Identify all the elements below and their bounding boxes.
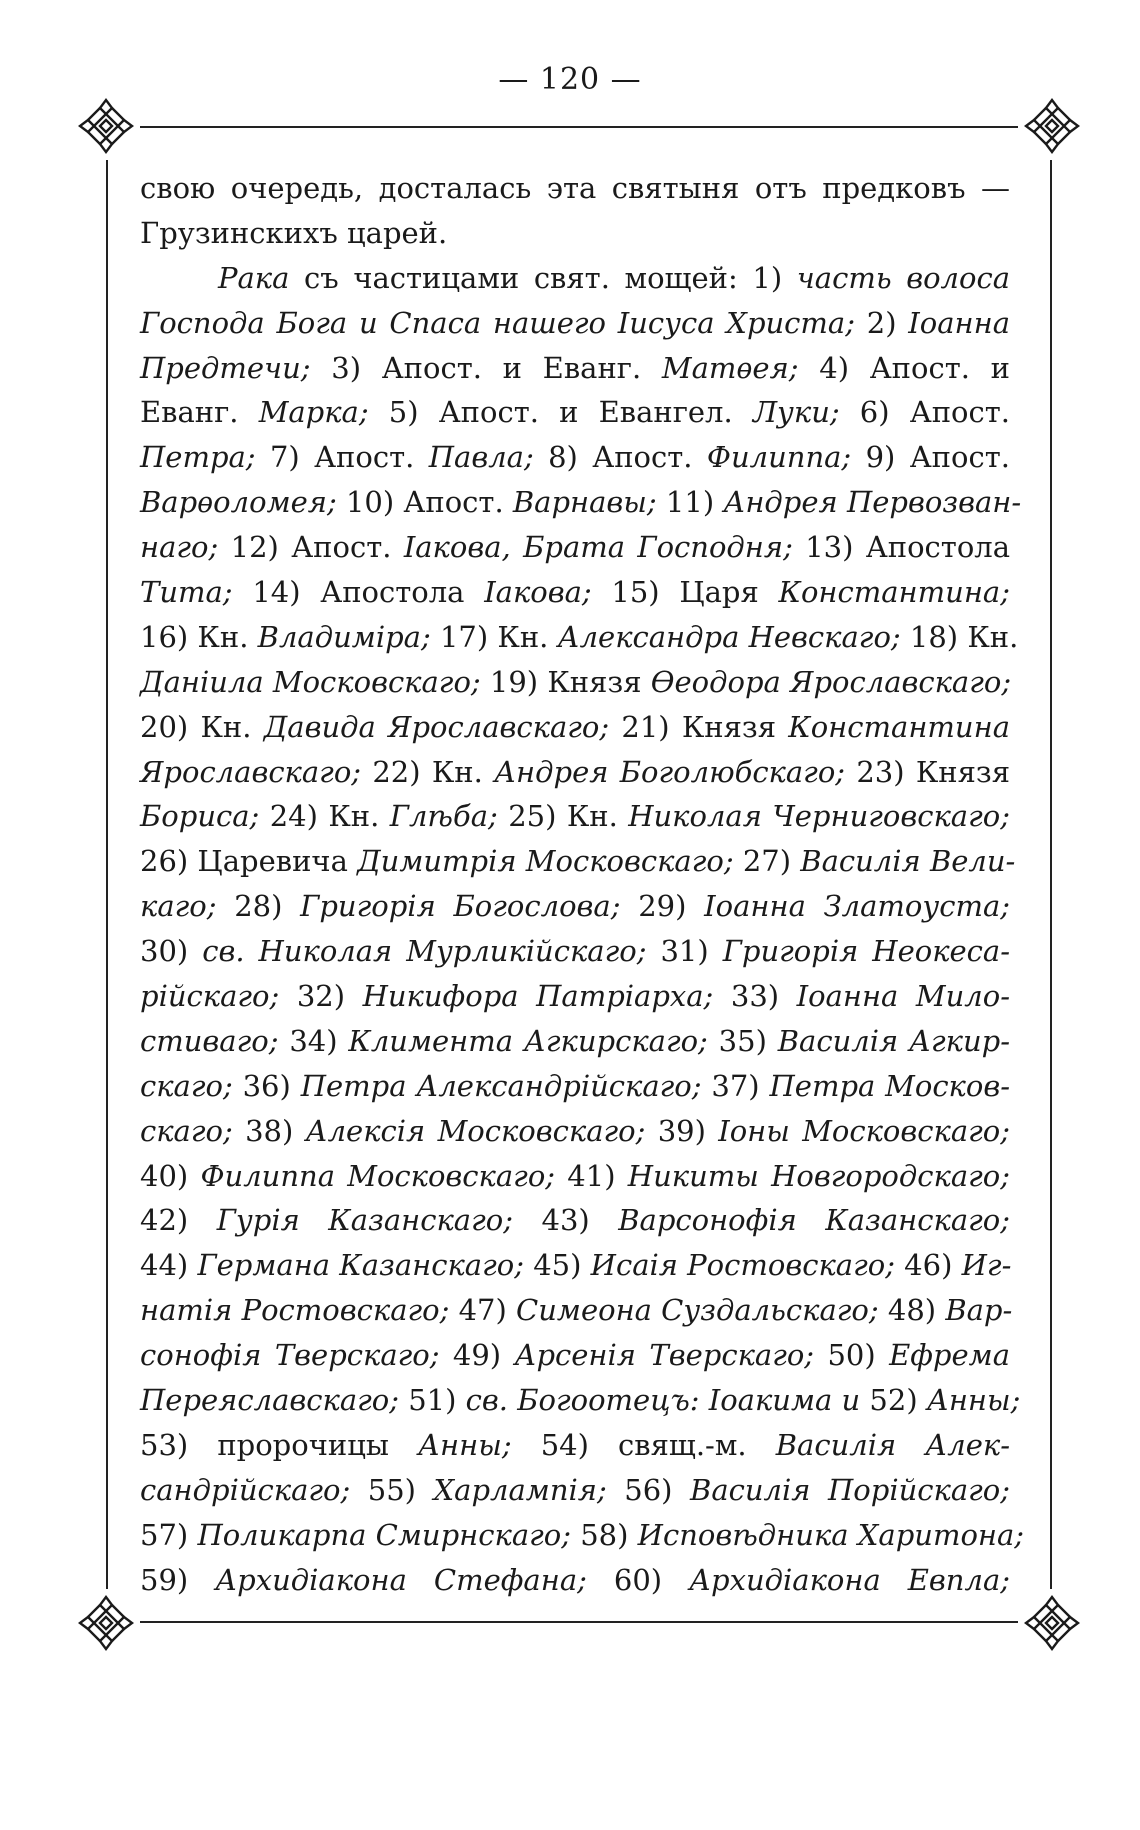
italic-text-segment: св. Богоотецъ: Іоакима и <box>465 1383 861 1418</box>
text-segment: 54) свящ.-м. <box>511 1427 776 1462</box>
italic-text-segment: св. Николая Мурликійскаго; <box>202 934 647 969</box>
text-segment: 6) Апост. <box>839 395 1010 430</box>
text-line <box>140 1288 1013 1333</box>
text-segment: съ частицами свят. мощей: 1) <box>289 260 797 295</box>
text-line <box>140 525 1010 570</box>
text-segment: 39) <box>645 1113 719 1148</box>
italic-text-segment: Харлампія; <box>433 1472 607 1507</box>
text-segment: 24) Кн. <box>259 799 390 834</box>
text-segment: 41) <box>555 1158 628 1193</box>
text-segment: 2) <box>854 305 909 340</box>
knot-ornament-icon <box>1020 94 1084 158</box>
text-line <box>140 166 1010 211</box>
text-segment: 50) <box>814 1338 890 1373</box>
text-segment: 25) Кн. <box>497 799 629 834</box>
italic-text-segment: Предтечи; <box>140 350 311 385</box>
text-segment: 27) <box>733 844 801 879</box>
text-segment: 14) Апостола <box>232 575 485 610</box>
italic-text-segment: Архидіакона Стефана; <box>215 1562 587 1597</box>
text-line <box>140 301 1010 346</box>
text-line <box>140 390 1010 435</box>
italic-text-segment: Константина; <box>778 575 1010 610</box>
italic-text-segment: Симеона Суздальскаго; <box>516 1293 879 1328</box>
text-segment: 22) Кн. <box>361 754 495 789</box>
italic-text-segment: Анны; <box>418 1427 512 1462</box>
text-line <box>140 1378 1021 1423</box>
italic-text-segment: Филиппа Московскаго; <box>200 1158 556 1193</box>
italic-text-segment: Петра Москов- <box>769 1068 1011 1103</box>
italic-text-segment: Василія Вели- <box>800 844 1016 879</box>
italic-text-segment: сандрійскаго; <box>140 1472 351 1507</box>
italic-text-segment: Бориса; <box>140 799 260 834</box>
italic-text-segment: Григорія Неокеса- <box>722 934 1011 969</box>
italic-text-segment: Петра; <box>140 440 256 475</box>
text-segment: 34) <box>278 1023 349 1058</box>
text-segment: 12) Апост. <box>218 530 404 565</box>
text-segment: 36) <box>232 1068 301 1103</box>
text-segment: 53) пророчицы <box>140 1427 419 1462</box>
text-segment: 11) <box>656 485 724 520</box>
text-segment: 57) <box>140 1517 198 1552</box>
italic-text-segment: скаго; <box>140 1068 233 1103</box>
text-segment: 33) <box>713 979 797 1014</box>
text-line <box>140 1019 1010 1064</box>
text-line <box>140 1154 1010 1199</box>
text-segment: 43) <box>512 1203 619 1238</box>
italic-text-segment: Алексія Московскаго; <box>305 1113 646 1148</box>
italic-text-segment: Григорія Богослова; <box>300 889 621 924</box>
text-segment: 56) <box>606 1472 691 1507</box>
italic-text-segment: Димитрія Московскаго; <box>357 844 734 879</box>
text-segment: 8) Апост. <box>533 440 707 475</box>
text-line <box>140 794 1010 839</box>
text-segment: 48) <box>878 1293 946 1328</box>
italic-text-segment: Рака <box>218 260 290 295</box>
text-segment: 10) Апост. <box>336 485 513 520</box>
text-line <box>140 1423 1010 1468</box>
italic-text-segment: каго; <box>140 889 217 924</box>
italic-text-segment: Іоанна <box>908 305 1010 340</box>
text-segment: 35) <box>707 1023 778 1058</box>
italic-text-segment: рійскаго; <box>140 979 280 1014</box>
text-line <box>140 211 1010 256</box>
text-segment: Еванг. <box>140 395 259 430</box>
text-segment: 45) <box>524 1248 591 1283</box>
text-line <box>140 346 1010 391</box>
italic-text-segment: Іоанна Златоуста; <box>704 889 1011 924</box>
italic-text-segment: Николая Черниговскаго; <box>628 799 1010 834</box>
italic-text-segment: Павла; <box>428 440 534 475</box>
italic-text-segment: скаго; <box>140 1113 233 1148</box>
text-segment: 19) Князя <box>480 664 651 699</box>
text-segment: 37) <box>701 1068 770 1103</box>
italic-text-segment: Ярославскаго; <box>140 754 362 789</box>
text-segment: свою очередь, досталась эта святыня отъ предковъ — <box>140 171 1010 205</box>
italic-text-segment: Андрея Первозван- <box>723 485 1022 520</box>
text-segment: 58) <box>571 1517 638 1552</box>
italic-text-segment: Тита; <box>140 575 233 610</box>
italic-text-segment: Владиміра; <box>257 619 431 654</box>
text-line <box>140 705 1010 750</box>
text-line <box>140 480 1022 525</box>
text-segment: 38) <box>232 1113 306 1148</box>
italic-text-segment: Ѳеодора Ярославскаго; <box>650 664 1012 699</box>
italic-text-segment: наго; <box>140 530 219 565</box>
text-line <box>140 1243 1010 1288</box>
text-segment: 9) Апост. <box>851 440 1010 475</box>
text-line <box>140 1333 1010 1378</box>
frame-rule-bottom <box>140 1621 1018 1623</box>
text-segment: 59) <box>140 1562 216 1597</box>
knot-ornament-icon <box>74 94 138 158</box>
italic-text-segment: Давида Ярославскаго; <box>263 709 610 744</box>
text-line <box>140 1064 1010 1109</box>
text-line <box>140 1468 1010 1513</box>
italic-text-segment: Марка; <box>258 395 369 430</box>
text-segment: 31) <box>646 934 723 969</box>
text-segment: 60) <box>586 1562 690 1597</box>
italic-text-segment: Андрея Боголюбскаго; <box>494 754 846 789</box>
italic-text-segment: Климента Агкирскаго; <box>348 1023 708 1058</box>
italic-text-segment: Глѣба; <box>389 799 498 834</box>
text-line <box>140 1198 1010 1243</box>
italic-text-segment: Филиппа; <box>706 440 852 475</box>
italic-text-segment: Іоанна Мило- <box>796 979 1010 1014</box>
italic-text-segment: стиваго; <box>140 1023 279 1058</box>
italic-text-segment: натія Ростовскаго; <box>140 1293 450 1328</box>
italic-text-segment: Исаія Ростовскаго; <box>590 1248 895 1283</box>
italic-text-segment: Іакова; <box>484 575 592 610</box>
text-line <box>140 1558 1010 1603</box>
italic-text-segment: Германа Казанскаго; <box>197 1248 524 1283</box>
italic-text-segment: Іакова, Брата Господня; <box>403 530 793 565</box>
text-segment: 40) <box>140 1158 201 1193</box>
text-segment: 3) Апост. и Еванг. <box>310 350 662 385</box>
italic-text-segment: Варнавы; <box>512 485 657 520</box>
text-line <box>140 884 1010 929</box>
italic-text-segment: Петра Александрійскаго; <box>300 1068 702 1103</box>
text-segment: 52) <box>860 1383 927 1418</box>
text-segment: 28) <box>216 889 301 924</box>
text-line <box>140 256 1010 301</box>
text-segment: Грузинскихъ царей. <box>140 215 448 250</box>
text-segment: 7) Апост. <box>255 440 429 475</box>
italic-text-segment: часть волоса <box>796 260 1011 295</box>
text-segment: 55) <box>350 1472 434 1507</box>
text-line <box>140 660 1010 705</box>
italic-text-segment: сонофія Тверскаго; <box>140 1338 440 1373</box>
italic-text-segment: Исповѣдника Харитона; <box>637 1517 1025 1552</box>
italic-text-segment: Поликарпа Смирнскаго; <box>197 1517 571 1552</box>
knot-ornament-icon <box>1020 1591 1084 1655</box>
text-segment: 16) Кн. <box>140 619 258 654</box>
italic-text-segment: Арсенія Тверскаго; <box>514 1338 815 1373</box>
italic-text-segment: Василія Порійскаго; <box>690 1472 1011 1507</box>
italic-text-segment: Архидіакона Евпла; <box>689 1562 1011 1597</box>
text-segment: 42) <box>140 1203 217 1238</box>
text-line <box>140 570 1010 615</box>
text-line <box>140 1109 1010 1154</box>
text-segment: 32) <box>279 979 363 1014</box>
frame-rule-right <box>1050 160 1052 1589</box>
text-segment: 30) <box>140 934 203 969</box>
frame-rule-top <box>140 126 1018 128</box>
italic-text-segment: Никифора Патріарха; <box>362 979 714 1014</box>
italic-text-segment: Василія Алек- <box>775 1427 1010 1462</box>
italic-text-segment: Варсонофія Казанскаго; <box>618 1203 1011 1238</box>
text-segment: 15) Царя <box>591 575 779 610</box>
text-segment: 49) <box>439 1338 515 1373</box>
text-segment: 17) Кн. <box>430 619 558 654</box>
italic-text-segment: Іоны Московскаго; <box>718 1113 1010 1148</box>
page-number: — 120 — <box>498 62 642 97</box>
italic-text-segment: Варѳоломея; <box>140 485 337 520</box>
text-segment: 4) Апост. и <box>798 350 1010 385</box>
italic-text-segment: Господа Бога и Спаса нашего Іисуса Христа; <box>140 305 855 340</box>
knot-ornament-icon <box>74 1591 138 1655</box>
text-segment: 20) Кн. <box>140 709 264 744</box>
italic-text-segment: Гурія Казанскаго; <box>216 1203 513 1238</box>
text-segment: 47) <box>449 1293 517 1328</box>
body-text <box>140 166 1025 1603</box>
text-line <box>140 929 1010 974</box>
text-segment: 29) <box>620 889 705 924</box>
text-segment: 18) Кн. <box>900 619 1019 654</box>
italic-text-segment: Ефрема <box>889 1338 1010 1373</box>
text-line <box>140 974 1010 1019</box>
text-segment: 5) Апост. и Евангел. <box>368 395 753 430</box>
italic-text-segment: Василія Агкир- <box>777 1023 1011 1058</box>
text-line <box>140 750 1010 795</box>
text-line <box>140 615 1019 660</box>
italic-text-segment: Анны; <box>926 1383 1021 1418</box>
text-segment: 46) <box>894 1248 962 1283</box>
text-line <box>140 435 1010 480</box>
text-line <box>140 1513 1025 1558</box>
text-segment: 51) <box>399 1383 466 1418</box>
text-line <box>140 839 1016 884</box>
italic-text-segment: Вар- <box>945 1293 1013 1328</box>
text-segment: 21) Князя <box>609 709 789 744</box>
italic-text-segment: Александра Невскаго; <box>557 619 901 654</box>
italic-text-segment: Никиты Новгородскаго; <box>627 1158 1010 1193</box>
text-segment: 44) <box>140 1248 198 1283</box>
italic-text-segment: Константина <box>788 709 1010 744</box>
text-segment: 23) Князя <box>845 754 1010 789</box>
italic-text-segment: Матѳея; <box>661 350 799 385</box>
italic-text-segment: Переяславскаго; <box>140 1383 399 1418</box>
text-segment: 26) Царевича <box>140 844 358 879</box>
italic-text-segment: Луки; <box>752 395 840 430</box>
frame-rule-left <box>106 160 108 1589</box>
text-segment: 13) Апостола <box>792 530 1011 565</box>
italic-text-segment: Иг- <box>961 1248 1012 1283</box>
italic-text-segment: Даніила Московскаго; <box>140 664 481 699</box>
